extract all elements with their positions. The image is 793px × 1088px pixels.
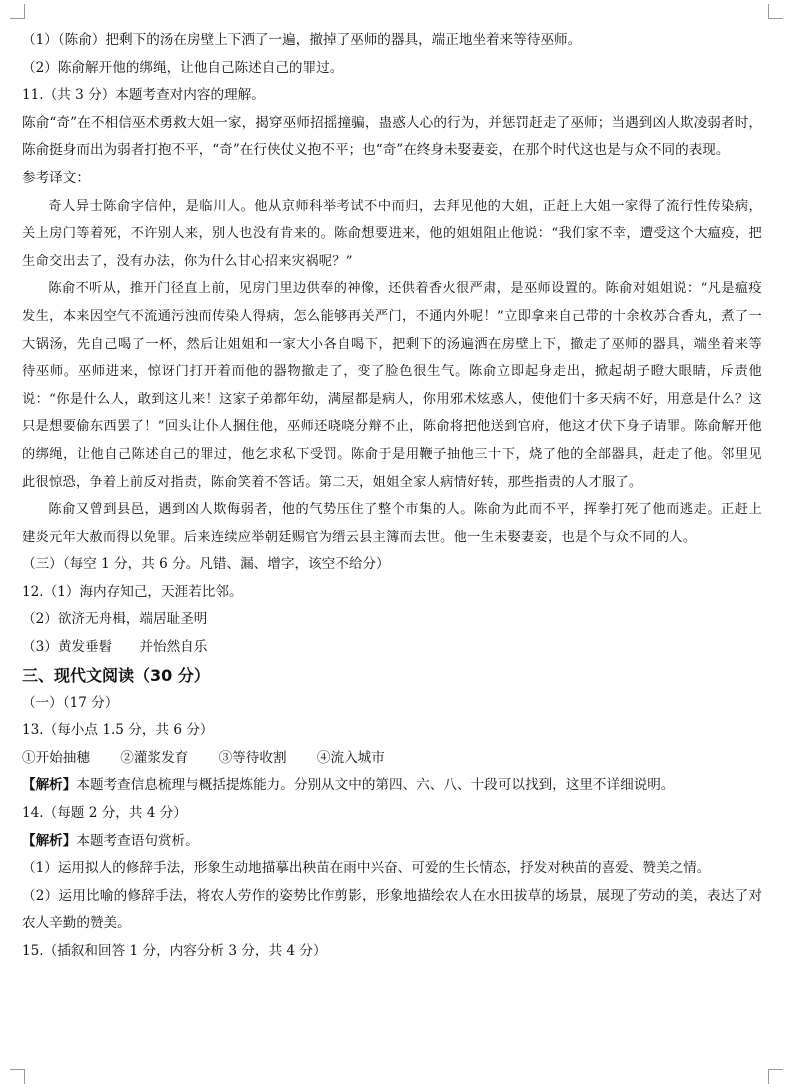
answer-13-options xyxy=(22,745,762,773)
analysis-13 xyxy=(22,772,762,800)
reference-translation-label: 参考译文： xyxy=(22,169,90,186)
analysis-14-text: 本题考查语句赏析。 xyxy=(76,832,199,849)
question-11-header: 11.（共 3 分）本题考查对内容的理解。 xyxy=(22,87,265,104)
document-page xyxy=(22,27,762,966)
translation-paragraph-2: 陈俞不听从，推开门径直上前，见房门里边供奉的神像，还供着香火很严肃，是巫师设置的。陈俞对姐姐说：“凡是瘟疫发生，本来因空气不流通污浊而传染人得病，怎么能够再关严门，不通内外呢！”立即拿来自己带的十余枚苏合香丸，煮了一大锅汤，先自己喝了一杯，然后让姐姐和一家大小各自喝下，把剩下的汤遍洒在房壁上下，撤走了巫师的器具，端坐着来等待巫师。巫师进来，惊讶门打开着而他的器物撤走了，变了脸色很生气。陈俞立即起身走出，掀起胡子瞪大眼睛，斥责他说：“你是什么人，敢到这儿来！这家子弟都年幼，满屋都是病人，你用邪术炫惑人，使他们十多天病不好，用意是什么？这只是想要偷东西罢了！”回头让仆人捆住他，巫师还哓哓分辩不止，陈俞将把他送到官府，他这才伏下身子请罪。陈俞解开他的绑绳，让他自己陈述自己的罪过，他乞求私下受罚。陈俞于是用鞭子抽他三十下，烧了他的全部器具，赶走了他。邻里见此很惊恐，争着上前反对指责，陈俞笑着不答话。第二天，姐姐全家人病情好转，那些指责的人才服了。 xyxy=(22,281,762,490)
answer-13-option-2: ②灌浆发育 xyxy=(120,749,189,766)
section-3-scoring: （三）（每空 1 分，共 6 分。凡错、漏、增字，该空不给分） xyxy=(22,556,390,573)
answer-14-1: （1）运用拟人的修辞手法，形象生动地描摹出秧苗在雨中兴奋、可爱的生长情态，抒发对秧苗的喜爱、赞美之情。 xyxy=(22,860,711,877)
crop-mark-top-left xyxy=(10,4,25,19)
answer-13-option-3: ③等待收割 xyxy=(218,749,287,766)
answer-12-2: （2）欲济无舟楫，端居耻圣明 xyxy=(22,611,208,628)
question-15-header: 15.（插叙和回答 1 分，内容分析 3 分，共 4 分） xyxy=(22,943,327,959)
section-heading-modern-reading: 三、现代文阅读（30 分） xyxy=(22,665,210,685)
answer-10-1: （1）（陈俞）把剩下的汤在房壁上下洒了一遍，撤掉了巫师的器具，端正地坐着来等待巫师。 xyxy=(22,32,582,48)
answer-13-option-1: ①开始抽穗 xyxy=(22,749,90,766)
analysis-14 xyxy=(22,828,762,856)
answer-10-2: （2）陈俞解开他的绑绳，让他自己陈述自己的罪过。 xyxy=(22,59,344,76)
crop-mark-bottom-right xyxy=(768,1069,783,1084)
translation-paragraph-1: 奇人异士陈俞字信仲，是临川人。他从京师科举考试不中而归，去拜见他的大姐，正赶上大姐一家得了流行性传染病，关上房门等着死，不许别人来，别人也没有肯来的。陈俞想要进来，他的姐姐阻止他说：“我们家不幸，遭受这个大瘟疫，把生命交出去了，没有办法，你为什么甘心招来灾祸呢？” xyxy=(22,198,762,269)
translation-paragraph-3: 陈俞又曾到县邑，遇到凶人欺侮弱者，他的气势压住了整个市集的人。陈俞为此而不平，挥拳打死了他而逃走。正赶上建炎元年大赦而得以免罪。后来连续应举朝廷赐官为缙云县主簿而去世。他一生未娶妻妾，也是个与众不同的人。 xyxy=(22,502,762,545)
answer-13-option-4: ④流入城市 xyxy=(316,749,385,766)
crop-mark-top-right xyxy=(768,4,783,19)
analysis-label: 【解析】 xyxy=(22,777,77,794)
answer-11: 陈俞“奇”在不相信巫术勇救大姐一家，揭穿巫师招摇撞骗，蛊惑人心的行为，并惩罚赶走了巫师；当遇到凶人欺凌弱者时，陈俞挺身而出为弱者打抱不平，“奇”在行侠仗义抱不平；也“奇”在终身未娶妻妾，在那个时代这也是与众不同的表现。 xyxy=(22,114,762,159)
answer-12-3: （3）黄发垂髫 并怡然自乐 xyxy=(22,639,208,656)
answer-14-2: （2）运用比喻的修辞手法，将农人劳作的姿势比作剪影，形象地描绘农人在水田拔草的场景，展现了劳动的美，表达了对农人辛勤的赞美。 xyxy=(22,887,762,932)
question-13-header: 13.（每小点 1.5 分，共 6 分） xyxy=(22,722,214,739)
question-14-header: 14.（每题 2 分，共 4 分） xyxy=(22,805,187,822)
analysis-label: 【解析】 xyxy=(22,832,77,849)
answer-12-1: 12.（1）海内存知己，天涯若比邻。 xyxy=(22,583,243,600)
analysis-13-text: 本题考查信息梳理与概括提炼能力。分别从文中的第四、六、八、十段可以找到，这里不详细说明。 xyxy=(76,777,675,794)
subsection-1-header: （一）（17 分） xyxy=(22,694,119,711)
crop-mark-bottom-left xyxy=(10,1069,25,1084)
